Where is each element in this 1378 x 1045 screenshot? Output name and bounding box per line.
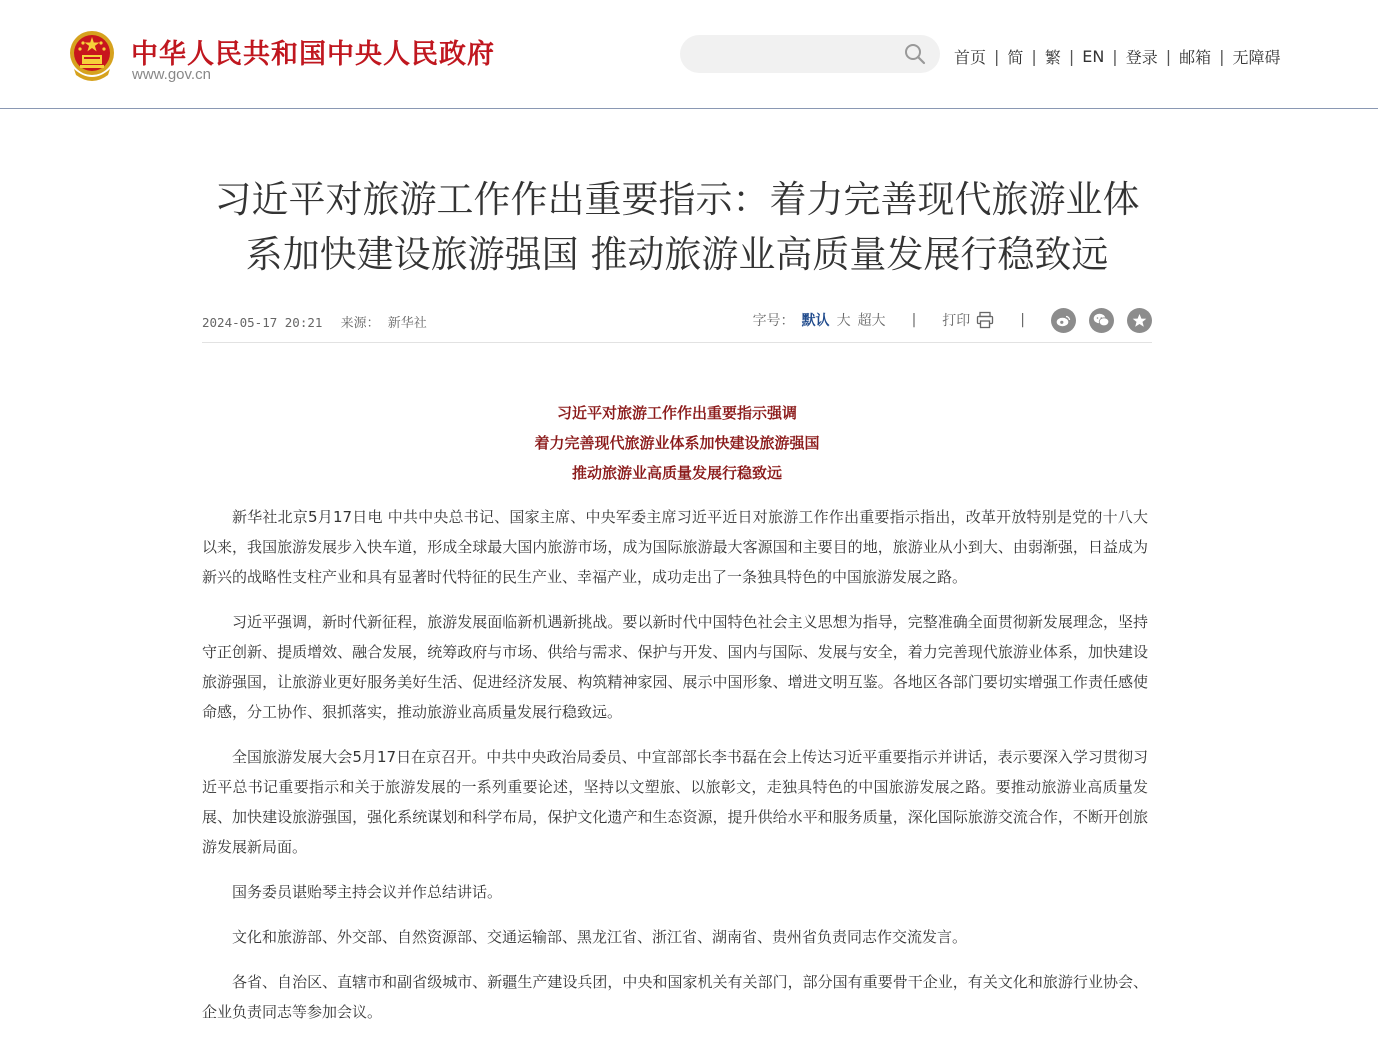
publish-date: 2024-05-17 20:21 bbox=[202, 315, 323, 330]
tool-separator: | bbox=[1020, 312, 1025, 328]
print-label: 打印 bbox=[942, 313, 971, 329]
nav-accessibility-link[interactable]: 无障碍 bbox=[1232, 48, 1281, 67]
print-button[interactable] bbox=[942, 310, 994, 330]
article-title bbox=[202, 172, 1152, 282]
nav-simplified-link[interactable]: 简 bbox=[1007, 48, 1024, 67]
nav-traditional-link[interactable]: 繁 bbox=[1044, 48, 1061, 67]
article-paragraph: 国务委员谌贻琴主持会议并作总结讲话。 bbox=[232, 883, 503, 901]
source-name: 新华社 bbox=[387, 316, 427, 331]
article-subtitle bbox=[202, 398, 1152, 488]
font-size-large-button[interactable]: 大 bbox=[836, 313, 851, 329]
top-nav bbox=[954, 45, 1281, 68]
favorite-icon[interactable] bbox=[1127, 308, 1152, 333]
tool-separator: | bbox=[911, 312, 917, 328]
nav-separator: | bbox=[994, 47, 1000, 66]
source-label: 来源： bbox=[340, 316, 380, 331]
article-title-line: 系加快建设旅游强国 推动旅游业高质量发展行稳致远 bbox=[245, 233, 1109, 276]
article-paragraph: 全国旅游发展大会5月17日在京召开。中共中央政治局委员、中宣部部长李书磊在会上传达习近平重要指示并讲话，表示要深入学习贯彻习近平总书记重要指示和关于旅游发展的一系列重要论述，坚持以文塑旅、以旅彰文，走独具特色的中国旅游发展之路。要推动旅游业高质量发展、加快建设旅游强国，强化系统谋划和科学布局，保护文化遗产和生态资源，提升供给水平和服务质量，深化国际旅游交流合作，不断开创旅游发展新局面。 bbox=[202, 748, 1148, 856]
nav-separator: | bbox=[1031, 47, 1037, 66]
subtitle-line: 习近平对旅游工作作出重要指示强调 bbox=[556, 404, 797, 422]
site-title[interactable]: 中华人民共和国中央人民政府 bbox=[131, 39, 495, 70]
search-input[interactable] bbox=[680, 35, 940, 73]
nav-login-link[interactable]: 登录 bbox=[1125, 48, 1158, 67]
search-icon[interactable] bbox=[904, 43, 926, 65]
subtitle-line: 着力完善现代旅游业体系加快建设旅游强国 bbox=[534, 434, 820, 452]
printer-icon bbox=[976, 311, 994, 329]
article-paragraph: 文化和旅游部、外交部、自然资源部、交通运输部、黑龙江省、浙江省、湖南省、贵州省负责同志作交流发言。 bbox=[232, 928, 968, 946]
nav-mail-link[interactable]: 邮箱 bbox=[1179, 48, 1212, 67]
article-paragraph: 新华社北京5月17日电 中共中央总书记、国家主席、中央军委主席习近平近日对旅游工作作出重要指示指出，改革开放特别是党的十八大以来，我国旅游发展步入快车道，形成全球最大国内旅游市场，成为国际旅游最大客源国和主要目的地，旅游业从小到大、由弱渐强，日益成为新兴的战略性支柱产业和具有显著时代特征的民生产业、幸福产业，成功走出了一条独具特色的中国旅游发展之路。 bbox=[202, 508, 1148, 586]
weibo-icon[interactable] bbox=[1051, 308, 1076, 333]
national-emblem-icon[interactable] bbox=[68, 29, 116, 83]
article-tools bbox=[753, 306, 1152, 334]
wechat-icon[interactable] bbox=[1089, 308, 1114, 333]
font-size-label: 字号： bbox=[752, 313, 795, 329]
nav-separator: | bbox=[1219, 47, 1225, 66]
nav-home-link[interactable]: 首页 bbox=[954, 48, 987, 67]
nav-separator: | bbox=[1068, 47, 1075, 66]
subtitle-line: 推动旅游业高质量发展行稳致远 bbox=[571, 464, 782, 482]
site-url[interactable]: www.gov.cn bbox=[132, 66, 211, 83]
nav-separator: | bbox=[1165, 47, 1172, 66]
font-size-xlarge-button[interactable]: 超大 bbox=[857, 313, 886, 329]
article-paragraph: 各省、自治区、直辖市和副省级城市、新疆生产建设兵团，中央和国家机关有关部门，部分国有重要骨干企业，有关文化和旅游行业协会、企业负责同志等参加会议。 bbox=[202, 973, 1148, 1021]
font-size-default-button[interactable]: 默认 bbox=[801, 313, 830, 329]
article-meta-info bbox=[202, 312, 427, 331]
nav-separator: | bbox=[1112, 47, 1118, 66]
article-title-line: 习近平对旅游工作作出重要指示：着力完善现代旅游业体 bbox=[214, 178, 1140, 221]
article-meta-bar bbox=[202, 306, 1152, 343]
site-header bbox=[0, 0, 1378, 109]
article-body bbox=[202, 502, 1148, 1042]
article-paragraph: 习近平强调，新时代新征程，旅游发展面临新机遇新挑战。要以新时代中国特色社会主义思想为指导，完整准确全面贯彻新发展理念，坚持守正创新、提质增效、融合发展，统筹政府与市场、供给与需求、保护与开发、国内与国际、发展与安全，着力完善现代旅游业体系，加快建设旅游强国，让旅游业更好服务美好生活、促进经济发展、构筑精神家园、展示中国形象、增进文明互鉴。各地区各部门要切实增强工作责任感使命感，分工协作、狠抓落实，推动旅游业高质量发展行稳致远。 bbox=[202, 613, 1148, 721]
nav-english-link[interactable]: EN bbox=[1082, 47, 1105, 66]
